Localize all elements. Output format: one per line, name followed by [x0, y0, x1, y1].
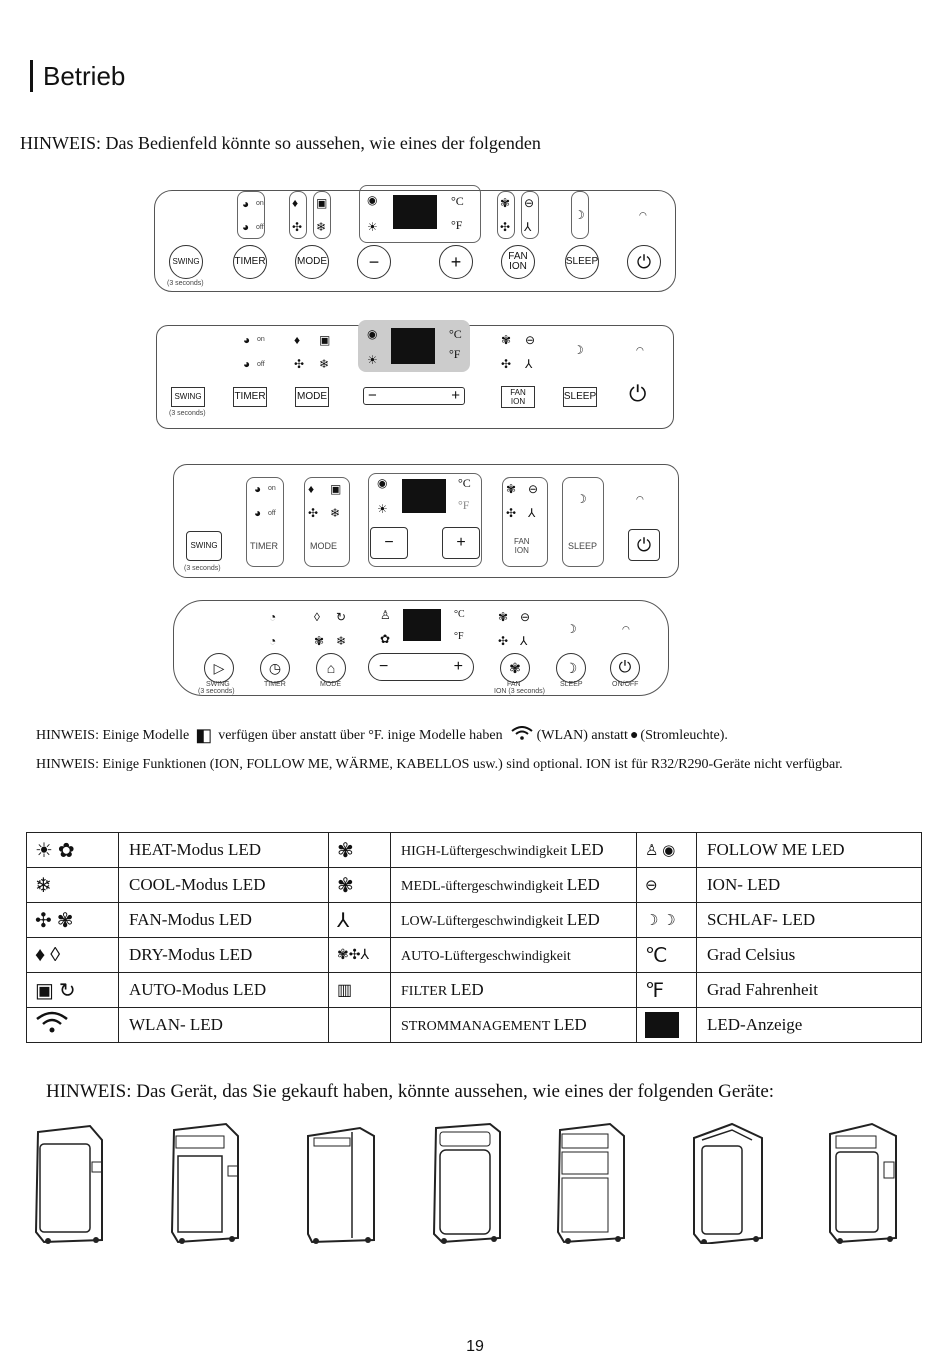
cool-mode-icon: ❄	[319, 357, 330, 371]
legend-label: STROMMANAGEMENT LED	[391, 1008, 637, 1043]
mode-label: MODE	[320, 681, 341, 688]
fan-label: FAN	[508, 251, 528, 262]
control-panel-1	[154, 190, 676, 292]
power-button[interactable]	[628, 529, 660, 561]
sleep-group-frame	[562, 477, 604, 567]
swing-hold-label: (3 seconds)	[184, 565, 221, 572]
legend-label: SCHLAF- LED	[697, 903, 922, 938]
sleep-button-icon: ☽	[564, 660, 578, 676]
modes-note-suffix: verfügen über anstatt über °F. inige Modelle haben	[218, 727, 503, 743]
dry-mode-icon: ◊	[314, 610, 320, 624]
filter-icon: ▥	[329, 973, 391, 1008]
swing-button[interactable]: SWING	[186, 531, 222, 561]
fan-medium-icon: ✣	[498, 634, 509, 648]
fan-icon: ✾	[509, 660, 521, 676]
power-button[interactable]	[629, 383, 646, 405]
timer-on-label: on	[268, 485, 276, 492]
legend-label: FOLLOW ME LED	[697, 833, 922, 868]
dry-mode-icon: ♦	[308, 482, 315, 496]
table-row	[27, 1008, 922, 1043]
sleep-icon: ☽ ☽	[637, 903, 697, 938]
legend-label: DRY-Modus LED	[119, 938, 329, 973]
sleep-label: SLEEP	[560, 681, 583, 688]
auto-mode-icon: ▣	[330, 482, 342, 496]
fahrenheit-icon: °F	[451, 218, 463, 232]
swing-hold-label: (3 seconds)	[167, 280, 204, 287]
table-row	[27, 973, 922, 1008]
swing-button[interactable]	[204, 653, 234, 683]
table-row	[27, 868, 922, 903]
fan-medium-icon: ✾	[329, 868, 391, 903]
ion-label: ION	[514, 546, 529, 555]
ion-icon: ⊖	[528, 482, 539, 496]
unit-illustration-5	[554, 1122, 630, 1244]
fan-medium-icon: ✣	[501, 357, 512, 371]
timer-button[interactable]: TIMER	[233, 387, 267, 407]
minus-button[interactable]: −	[379, 658, 389, 675]
cool-mode-icon: ❄	[336, 634, 347, 648]
timer-button[interactable]	[260, 653, 290, 683]
swing-label: SWING	[206, 681, 230, 688]
wlan-note-text: (WLAN) anstatt	[536, 727, 628, 743]
celsius-icon: °C	[454, 609, 465, 620]
heat-mode-icon: ☀ ✿	[27, 833, 119, 868]
temperature-rocker[interactable]	[363, 387, 465, 405]
fan-mode-icon: ✣	[308, 506, 319, 520]
heat-mode-icon: ✿	[380, 632, 391, 646]
sleep-button[interactable]	[556, 653, 586, 683]
follow-me-icon: ◉	[367, 327, 378, 341]
table-row	[27, 903, 922, 938]
follow-me-icon: ♙ ◉	[637, 833, 697, 868]
ion-label: ION	[509, 261, 527, 272]
table-row	[27, 833, 922, 868]
unit-illustration-3	[304, 1122, 380, 1244]
power-icon: ⏻	[636, 535, 652, 555]
heat-mode-icon: ☀	[367, 220, 378, 234]
ion-hold-label: ION (3 seconds)	[494, 688, 545, 695]
wlan-icon: ◠	[639, 210, 647, 220]
page-number: 19	[466, 1338, 484, 1355]
wlan-icon	[27, 1008, 119, 1043]
dry-mode-icon: ♦	[292, 196, 299, 210]
cool-mode-icon: ❄	[316, 220, 327, 234]
timer-on-icon: ◕	[243, 333, 251, 347]
ion-icon: ⊖	[520, 610, 531, 624]
ion-icon: ⊖	[524, 196, 535, 210]
auto-mode-icon: ▣	[316, 196, 328, 210]
timer-off-label: off	[268, 510, 276, 517]
follow-me-icon: ◉	[377, 476, 388, 490]
legend-label: HEAT-Modus LED	[119, 833, 329, 868]
power-icon: ⏻	[636, 252, 652, 272]
fan-low-icon: ⅄	[329, 903, 391, 938]
empty-icon-cell	[329, 1008, 391, 1043]
sleep-button[interactable]: SLEEP	[565, 245, 599, 279]
modes-note-prefix: HINWEIS: Einige Modelle	[36, 727, 190, 743]
fahrenheit-icon: °F	[449, 347, 461, 361]
legend-label: LED-Anzeige	[697, 1008, 922, 1043]
swing-hold-label: (3 seconds)	[198, 688, 235, 695]
sleep-icon: ☽	[574, 208, 585, 222]
follow-me-icon: ◉	[367, 193, 378, 207]
legend-label: MEDL-üftergeschwindigkeit LED	[391, 868, 637, 903]
fan-label: FAN	[510, 388, 526, 397]
minus-button[interactable]: −	[370, 527, 408, 559]
ion-icon: ⊖	[637, 868, 697, 903]
power-button[interactable]	[627, 245, 661, 279]
wlan-icon: ◠	[636, 345, 644, 355]
fan-ion-button[interactable]	[501, 245, 535, 279]
celsius-icon: °C	[458, 476, 471, 490]
fan-low-icon: ⅄	[528, 506, 536, 520]
swing-hold-label: (3 seconds)	[169, 410, 206, 417]
control-panel-2	[156, 325, 674, 429]
fan-label: FAN	[514, 537, 530, 546]
auto-mode-icon: ▣ ↻	[27, 973, 119, 1008]
fan-high-icon: ✾	[506, 482, 517, 496]
clock-icon: ◷	[268, 660, 282, 676]
fan-medium-icon: ✣	[500, 220, 511, 234]
sleep-button[interactable]: SLEEP	[568, 541, 598, 551]
unit-toggle-icon: ◧	[195, 725, 213, 745]
cool-mode-icon: ❄	[27, 868, 119, 903]
fan-mode-icon: ✣	[294, 357, 305, 371]
timer-label: TIMER	[264, 681, 286, 688]
fan-high-icon: ✾	[498, 610, 509, 624]
sleep-button[interactable]: SLEEP	[563, 387, 597, 407]
sleep-icon: ☽	[576, 492, 587, 506]
fan-high-icon: ✾	[329, 833, 391, 868]
plus-button[interactable]: +	[451, 387, 460, 404]
fan-label: FAN	[507, 681, 521, 688]
fan-mode-icon: ✾	[314, 634, 325, 648]
celsius-icon: °C	[451, 194, 464, 208]
swing-button[interactable]: SWING	[171, 387, 205, 407]
legend-label: WLAN- LED	[119, 1008, 329, 1043]
fan-low-icon: ⅄	[525, 357, 533, 371]
led-display	[393, 195, 437, 229]
plus-button[interactable]: +	[453, 658, 463, 675]
fan-low-icon: ⅄	[524, 220, 532, 234]
ion-icon: ⊖	[525, 333, 536, 347]
plus-button[interactable]: +	[442, 527, 480, 559]
follow-me-icon: ♙	[380, 608, 391, 622]
fan-low-icon: ⅄	[520, 634, 528, 648]
panel-intro-note: HINWEIS: Das Bedienfeld könnte so aussehen, wie eines der folgenden	[20, 133, 541, 153]
power-icon: ⏻	[629, 381, 647, 406]
led-display-icon	[637, 1008, 697, 1043]
power-icon: ⏻	[618, 659, 632, 676]
unit-illustration-2	[168, 1122, 244, 1244]
home-icon: ⌂	[326, 660, 336, 676]
power-light-text: (Stromleuchte).	[640, 727, 728, 743]
temperature-rocker[interactable]	[368, 653, 474, 681]
legend-label: FAN-Modus LED	[119, 903, 329, 938]
timer-button[interactable]: TIMER	[233, 245, 267, 279]
swing-button[interactable]: SWING	[169, 245, 203, 279]
heat-mode-icon: ☀	[367, 353, 378, 367]
legend-label: LOW-Lüftergeschwindigkeit LED	[391, 903, 637, 938]
ion-label: ION	[510, 397, 526, 406]
wlan-note-icon	[511, 726, 533, 745]
mode-button[interactable]: MODE	[310, 541, 337, 551]
mode-button[interactable]	[316, 653, 346, 683]
minus-button[interactable]: −	[357, 245, 391, 279]
fahrenheit-icon: ℉	[637, 973, 697, 1008]
legend-label: ION- LED	[697, 868, 922, 903]
wlan-icon: ◠	[622, 624, 630, 634]
auto-mode-icon: ↻	[336, 610, 347, 624]
fan-ion-button[interactable]	[514, 537, 530, 555]
section-title: Betrieb	[30, 60, 125, 92]
legend-label: AUTO-Modus LED	[119, 973, 329, 1008]
unit-illustration-7	[826, 1122, 902, 1244]
celsius-icon: °C	[449, 327, 462, 341]
timer-on-icon: ◕	[254, 482, 262, 496]
legend-label: COOL-Modus LED	[119, 868, 329, 903]
led-legend-table	[26, 832, 922, 1043]
legend-label: HIGH-Lüftergeschwindigkeit LED	[391, 833, 637, 868]
sleep-icon: ☽	[573, 343, 584, 357]
timer-on-icon: ◕	[242, 197, 250, 211]
legend-label: Grad Celsius	[697, 938, 922, 973]
fan-ion-button[interactable]	[501, 386, 535, 408]
timer-off-label: off	[257, 361, 265, 368]
fahrenheit-icon: °F	[454, 631, 464, 642]
celsius-icon: ℃	[637, 938, 697, 973]
onoff-label: ON/OFF	[612, 681, 639, 688]
legend-label: AUTO-Lüftergeschwindigkeit	[391, 938, 637, 973]
power-light-icon: ●	[629, 727, 639, 743]
fan-mode-icon: ✣ ✾	[27, 903, 119, 938]
heat-mode-icon: ☀	[377, 502, 388, 516]
fan-auto-icon: ✾✣⅄	[329, 938, 391, 973]
fan-ion-button[interactable]	[500, 653, 530, 683]
power-button[interactable]	[610, 653, 640, 683]
mode-button[interactable]: MODE	[295, 387, 329, 407]
timer-on-label: on	[256, 200, 264, 207]
fan-high-icon: ✾	[501, 333, 512, 347]
timer-group-frame	[246, 477, 284, 567]
unit-illustration-6	[690, 1122, 766, 1244]
plus-button[interactable]: +	[439, 245, 473, 279]
timer-off-icon: ◕	[242, 220, 250, 234]
table-row	[27, 938, 922, 973]
control-panel-4	[173, 600, 669, 696]
led-display	[391, 328, 435, 364]
sleep-icon: ☽	[566, 622, 577, 636]
timer-off-icon: ◕	[254, 506, 262, 520]
mode-button[interactable]: MODE	[295, 245, 329, 279]
led-display	[403, 609, 441, 641]
auto-mode-icon: ▣	[319, 333, 331, 347]
fan-high-icon: ✾	[500, 196, 511, 210]
units-intro-note: HINWEIS: Das Gerät, das Sie gekauft haben, könnte aussehen, wie eines der folgenden Geräte:	[46, 1081, 775, 1102]
led-display	[402, 479, 446, 513]
fahrenheit-icon: °F	[458, 498, 470, 512]
dry-mode-icon: ♦ ◊	[27, 938, 119, 973]
fan-mode-icon: ✣	[292, 220, 303, 234]
control-panel-3	[173, 464, 679, 578]
unit-illustration-1	[32, 1122, 108, 1244]
timer-off-icon: ◕	[243, 357, 251, 371]
timer-on-icon: ◔	[269, 610, 277, 624]
legend-label: Grad Fahrenheit	[697, 973, 922, 1008]
timer-button[interactable]: TIMER	[250, 541, 278, 551]
modes-note	[36, 725, 728, 746]
optional-functions-note: HINWEIS: Einige Funktionen (ION, FOLLOW ME, WÄRME, KABELLOS usw.) sind optional. ION ist für R32/R290-Geräte nicht verfügbar.	[36, 757, 843, 772]
fan-medium-icon: ✣	[506, 506, 517, 520]
minus-button[interactable]: −	[368, 387, 377, 404]
swing-icon: ▷	[213, 660, 225, 676]
wlan-icon: ◠	[636, 494, 644, 504]
legend-label: FILTER LED	[391, 973, 637, 1008]
dry-mode-icon: ♦	[294, 333, 301, 347]
timer-off-label: off	[256, 224, 264, 231]
cool-mode-icon: ❄	[330, 506, 341, 520]
timer-on-label: on	[257, 336, 265, 343]
timer-off-icon: ◔	[269, 634, 277, 648]
unit-illustration-4	[430, 1122, 506, 1244]
